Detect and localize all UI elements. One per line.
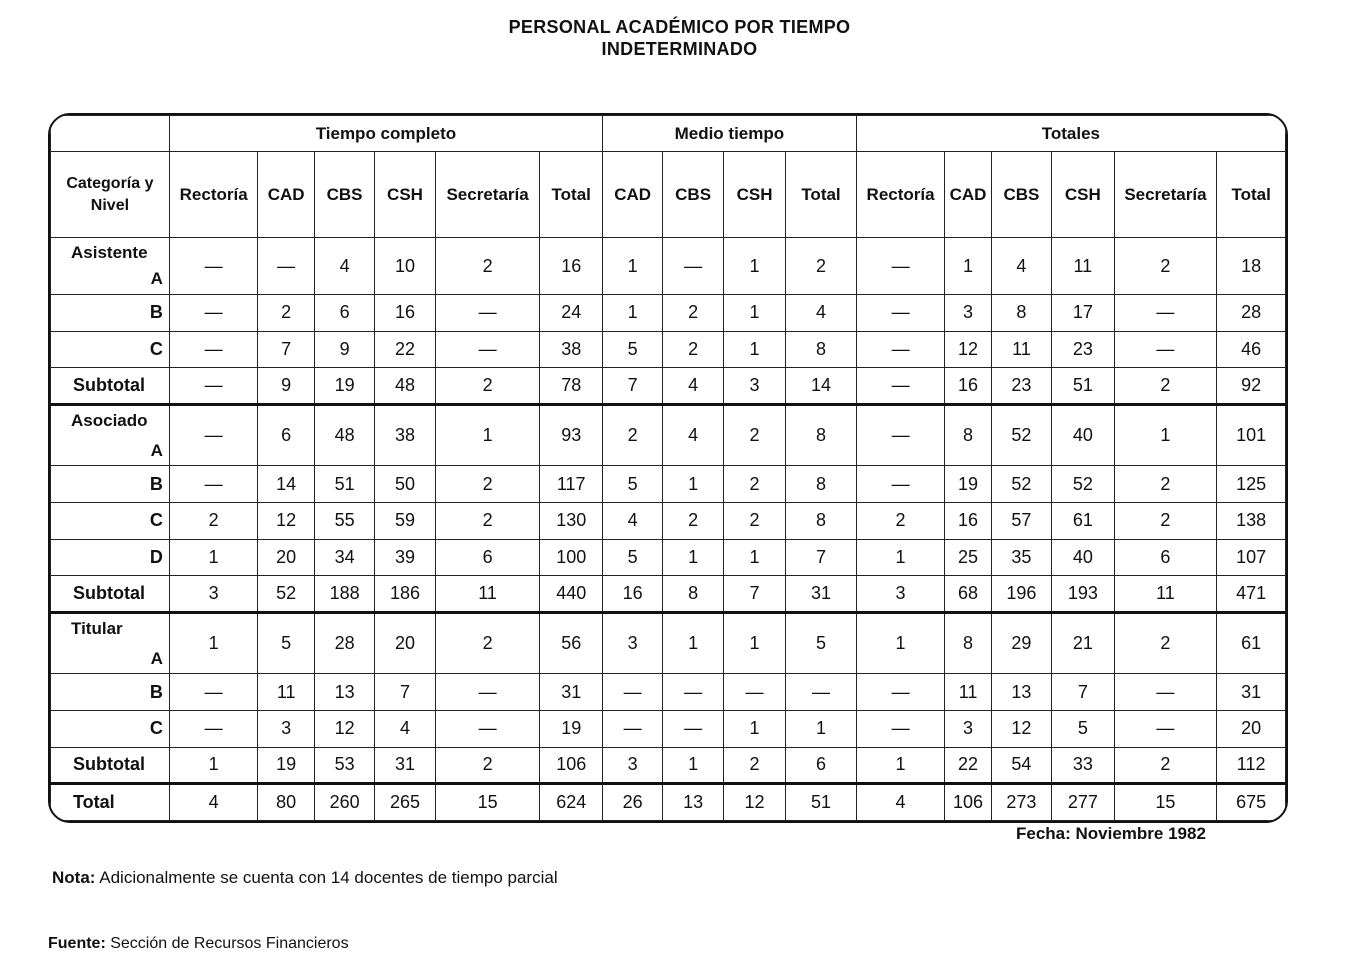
table-cell: 12 bbox=[314, 710, 374, 747]
table-cell: 34 bbox=[314, 539, 374, 576]
table-cell: — bbox=[856, 405, 945, 466]
table-cell: 33 bbox=[1052, 747, 1114, 784]
table-cell: 675 bbox=[1217, 784, 1286, 821]
table-cell: 8 bbox=[663, 576, 723, 613]
table-cell: 19 bbox=[258, 747, 314, 784]
table-cell: — bbox=[723, 674, 785, 711]
group-header-tiempo-completo: Tiempo completo bbox=[169, 116, 602, 152]
table-cell: 8 bbox=[786, 502, 857, 539]
table-cell: 19 bbox=[540, 710, 603, 747]
table-cell: 31 bbox=[1217, 674, 1286, 711]
table-cell: 2 bbox=[1114, 613, 1217, 674]
table-cell: 107 bbox=[1217, 539, 1286, 576]
category-level-header: Categoría y Nivel bbox=[51, 152, 170, 238]
table-cell: 16 bbox=[945, 502, 991, 539]
category-level-cell bbox=[51, 613, 170, 674]
table-cell: 11 bbox=[435, 576, 540, 613]
table-cell: 52 bbox=[1052, 466, 1114, 503]
group-header-medio-tiempo: Medio tiempo bbox=[602, 116, 856, 152]
table-cell: 51 bbox=[1052, 368, 1114, 405]
table-cell: 38 bbox=[375, 405, 435, 466]
table-cell: 2 bbox=[602, 405, 662, 466]
table-cell: 22 bbox=[375, 331, 435, 368]
table-cell: 193 bbox=[1052, 576, 1114, 613]
column-header-mt-cbs: CBS bbox=[663, 152, 723, 238]
table-cell: 2 bbox=[723, 747, 785, 784]
table-cell: 16 bbox=[602, 576, 662, 613]
table-cell: 2 bbox=[723, 502, 785, 539]
level-label: C bbox=[51, 502, 170, 539]
table-cell: — bbox=[169, 674, 258, 711]
table-cell: 92 bbox=[1217, 368, 1286, 405]
table-cell: 2 bbox=[169, 502, 258, 539]
subtotal-label: Subtotal bbox=[51, 368, 170, 405]
column-header-tot-cbs: CBS bbox=[991, 152, 1051, 238]
table-cell: — bbox=[435, 674, 540, 711]
table-cell: — bbox=[1114, 710, 1217, 747]
table-cell: 61 bbox=[1052, 502, 1114, 539]
column-header-tc-csh: CSH bbox=[375, 152, 435, 238]
table-cell: 15 bbox=[435, 784, 540, 821]
table-cell: 46 bbox=[1217, 331, 1286, 368]
table-cell: 1 bbox=[169, 613, 258, 674]
table-cell: 11 bbox=[258, 674, 314, 711]
table-cell: 4 bbox=[786, 295, 857, 332]
column-header-tc-rectora: Rectoría bbox=[169, 152, 258, 238]
table-cell: 19 bbox=[945, 466, 991, 503]
table-cell: 8 bbox=[786, 331, 857, 368]
category-level-cell bbox=[51, 238, 170, 295]
table-cell: 3 bbox=[945, 710, 991, 747]
table-cell: 7 bbox=[375, 674, 435, 711]
table-cell: 61 bbox=[1217, 613, 1286, 674]
table-cell: 12 bbox=[258, 502, 314, 539]
table-cell: 2 bbox=[663, 295, 723, 332]
table-row bbox=[51, 368, 1286, 405]
table-row bbox=[51, 405, 1286, 466]
table-cell: — bbox=[435, 331, 540, 368]
subtotal-label: Subtotal bbox=[51, 576, 170, 613]
table-cell: 5 bbox=[258, 613, 314, 674]
table-cell: 2 bbox=[435, 747, 540, 784]
category-name: Asociado bbox=[71, 410, 148, 430]
table-cell: 2 bbox=[856, 502, 945, 539]
table-cell: — bbox=[169, 331, 258, 368]
source bbox=[48, 935, 349, 953]
source-text: Sección de Recursos Financieros bbox=[110, 935, 349, 952]
table-cell: 6 bbox=[258, 405, 314, 466]
table-cell: 1 bbox=[786, 710, 857, 747]
table-cell: 7 bbox=[723, 576, 785, 613]
table-cell: — bbox=[856, 238, 945, 295]
table-cell: 4 bbox=[991, 238, 1051, 295]
table-cell: 19 bbox=[314, 368, 374, 405]
table-cell: — bbox=[258, 238, 314, 295]
table-cell: 53 bbox=[314, 747, 374, 784]
table-cell: 106 bbox=[945, 784, 991, 821]
table-cell: 11 bbox=[1052, 238, 1114, 295]
table-cell: 1 bbox=[856, 613, 945, 674]
total-label: Total bbox=[51, 784, 170, 821]
table-cell: 186 bbox=[375, 576, 435, 613]
table-cell: 1 bbox=[169, 539, 258, 576]
table-cell: 51 bbox=[786, 784, 857, 821]
table-cell: 2 bbox=[786, 238, 857, 295]
table-cell: 5 bbox=[786, 613, 857, 674]
table-cell: 2 bbox=[435, 466, 540, 503]
table-cell: 5 bbox=[602, 331, 662, 368]
table-cell: 20 bbox=[1217, 710, 1286, 747]
table-row bbox=[51, 710, 1286, 747]
table-cell: 28 bbox=[314, 613, 374, 674]
table-cell: 117 bbox=[540, 466, 603, 503]
table-cell: 2 bbox=[1114, 747, 1217, 784]
table-cell: 14 bbox=[786, 368, 857, 405]
table-cell: 16 bbox=[540, 238, 603, 295]
table-cell: 277 bbox=[1052, 784, 1114, 821]
level-label: B bbox=[51, 466, 170, 503]
table-cell: 3 bbox=[258, 710, 314, 747]
table-cell: 1 bbox=[723, 238, 785, 295]
table-cell: 2 bbox=[435, 502, 540, 539]
table-cell: 8 bbox=[945, 405, 991, 466]
table-row bbox=[51, 576, 1286, 613]
table-row bbox=[51, 331, 1286, 368]
table-cell: 50 bbox=[375, 466, 435, 503]
table-cell: 2 bbox=[663, 331, 723, 368]
table-cell: 57 bbox=[991, 502, 1051, 539]
table-cell: 624 bbox=[540, 784, 603, 821]
table-cell: 25 bbox=[945, 539, 991, 576]
table-row bbox=[51, 539, 1286, 576]
table-cell: 4 bbox=[375, 710, 435, 747]
table-cell: 7 bbox=[602, 368, 662, 405]
table-cell: 11 bbox=[1114, 576, 1217, 613]
table-cell: 52 bbox=[991, 405, 1051, 466]
table-cell: — bbox=[169, 405, 258, 466]
table-cell: 17 bbox=[1052, 295, 1114, 332]
table-cell: 9 bbox=[258, 368, 314, 405]
table-cell: 1 bbox=[663, 747, 723, 784]
table-cell: — bbox=[169, 238, 258, 295]
column-header-tot-total: Total bbox=[1217, 152, 1286, 238]
table-cell: — bbox=[663, 238, 723, 295]
column-header-tc-secretara: Secretaría bbox=[435, 152, 540, 238]
category-name: Asistente bbox=[71, 243, 148, 263]
table-cell: 6 bbox=[786, 747, 857, 784]
table-row bbox=[51, 784, 1286, 821]
table-cell: 11 bbox=[991, 331, 1051, 368]
table-cell: 100 bbox=[540, 539, 603, 576]
table-cell: 3 bbox=[723, 368, 785, 405]
table-cell: 196 bbox=[991, 576, 1051, 613]
source-label: Fuente: bbox=[48, 935, 106, 952]
column-header-tot-rectora: Rectoría bbox=[856, 152, 945, 238]
level-label: C bbox=[51, 710, 170, 747]
column-header-mt-csh: CSH bbox=[723, 152, 785, 238]
table-cell: 28 bbox=[1217, 295, 1286, 332]
column-header-tc-total: Total bbox=[540, 152, 603, 238]
table-cell: 2 bbox=[258, 295, 314, 332]
column-header-tot-cad: CAD bbox=[945, 152, 991, 238]
table-cell: 471 bbox=[1217, 576, 1286, 613]
table-cell: 4 bbox=[602, 502, 662, 539]
table-cell: 6 bbox=[314, 295, 374, 332]
table-cell: 13 bbox=[991, 674, 1051, 711]
table-cell: 29 bbox=[991, 613, 1051, 674]
table-cell: 31 bbox=[375, 747, 435, 784]
column-header-mt-cad: CAD bbox=[602, 152, 662, 238]
table-cell: 1 bbox=[723, 331, 785, 368]
table-cell: 8 bbox=[945, 613, 991, 674]
table-cell: 265 bbox=[375, 784, 435, 821]
level-label: B bbox=[51, 295, 170, 332]
table-cell: 4 bbox=[856, 784, 945, 821]
table-cell: 24 bbox=[540, 295, 603, 332]
table-cell: 7 bbox=[1052, 674, 1114, 711]
note bbox=[52, 868, 558, 888]
column-header-tc-cbs: CBS bbox=[314, 152, 374, 238]
table-cell: 23 bbox=[991, 368, 1051, 405]
table-cell: 260 bbox=[314, 784, 374, 821]
table-cell: 6 bbox=[1114, 539, 1217, 576]
table-cell: 31 bbox=[786, 576, 857, 613]
table-cell: 3 bbox=[169, 576, 258, 613]
table-cell: 80 bbox=[258, 784, 314, 821]
table-cell: 2 bbox=[723, 466, 785, 503]
table-cell: 16 bbox=[945, 368, 991, 405]
table-cell: 1 bbox=[723, 295, 785, 332]
table-cell: — bbox=[435, 295, 540, 332]
table-cell: 3 bbox=[856, 576, 945, 613]
table-cell: 35 bbox=[991, 539, 1051, 576]
column-header-tc-cad: CAD bbox=[258, 152, 314, 238]
table-row bbox=[51, 238, 1286, 295]
table-cell: 130 bbox=[540, 502, 603, 539]
table-cell: — bbox=[169, 295, 258, 332]
level-label: A bbox=[150, 440, 163, 460]
table-cell: 440 bbox=[540, 576, 603, 613]
table-cell: 59 bbox=[375, 502, 435, 539]
table-cell: 4 bbox=[169, 784, 258, 821]
table-cell: — bbox=[1114, 295, 1217, 332]
table-cell: — bbox=[435, 710, 540, 747]
table-cell: 18 bbox=[1217, 238, 1286, 295]
table-row bbox=[51, 613, 1286, 674]
table-row bbox=[51, 674, 1286, 711]
table-cell: — bbox=[786, 674, 857, 711]
table-cell: 22 bbox=[945, 747, 991, 784]
table-cell: 1 bbox=[945, 238, 991, 295]
table-cell: 40 bbox=[1052, 539, 1114, 576]
table-cell: 93 bbox=[540, 405, 603, 466]
table-cell: — bbox=[856, 710, 945, 747]
table-cell: 4 bbox=[314, 238, 374, 295]
table-cell: 3 bbox=[602, 747, 662, 784]
table-cell: 1 bbox=[435, 405, 540, 466]
table-cell: — bbox=[856, 331, 945, 368]
table-cell: 2 bbox=[435, 613, 540, 674]
table-cell: 55 bbox=[314, 502, 374, 539]
table-cell: 101 bbox=[1217, 405, 1286, 466]
table-cell: 2 bbox=[723, 405, 785, 466]
level-label: B bbox=[51, 674, 170, 711]
table-cell: 78 bbox=[540, 368, 603, 405]
table-cell: 38 bbox=[540, 331, 603, 368]
table-cell: 11 bbox=[945, 674, 991, 711]
data-table-container bbox=[48, 113, 1288, 823]
table-cell: 23 bbox=[1052, 331, 1114, 368]
corner-cell bbox=[51, 116, 170, 152]
table-cell: 39 bbox=[375, 539, 435, 576]
table-cell: 4 bbox=[663, 368, 723, 405]
note-label: Nota: bbox=[52, 868, 96, 887]
table-cell: — bbox=[856, 295, 945, 332]
table-cell: 1 bbox=[723, 613, 785, 674]
table-cell: 112 bbox=[1217, 747, 1286, 784]
table-cell: 12 bbox=[991, 710, 1051, 747]
subtotal-label: Subtotal bbox=[51, 747, 170, 784]
note-text: Adicionalmente se cuenta con 14 docentes de tiempo parcial bbox=[99, 868, 558, 887]
table-cell: 1 bbox=[602, 238, 662, 295]
table-row bbox=[51, 466, 1286, 503]
table-cell: — bbox=[856, 674, 945, 711]
table-cell: 8 bbox=[786, 466, 857, 503]
table-cell: 106 bbox=[540, 747, 603, 784]
table-cell: — bbox=[1114, 674, 1217, 711]
table-cell: 1 bbox=[169, 747, 258, 784]
table-cell: 54 bbox=[991, 747, 1051, 784]
table-cell: 26 bbox=[602, 784, 662, 821]
table-cell: 1 bbox=[1114, 405, 1217, 466]
table-cell: 51 bbox=[314, 466, 374, 503]
page-subtitle: INDETERMINADO bbox=[601, 39, 758, 59]
table-cell: 21 bbox=[1052, 613, 1114, 674]
table-cell: 48 bbox=[314, 405, 374, 466]
table-cell: 273 bbox=[991, 784, 1051, 821]
table-cell: — bbox=[602, 710, 662, 747]
table-cell: 1 bbox=[663, 613, 723, 674]
level-label: D bbox=[51, 539, 170, 576]
table-cell: 68 bbox=[945, 576, 991, 613]
table-cell: 6 bbox=[435, 539, 540, 576]
table-cell: 8 bbox=[786, 405, 857, 466]
table-cell: 20 bbox=[375, 613, 435, 674]
table-cell: 15 bbox=[1114, 784, 1217, 821]
group-header-totales: Totales bbox=[856, 116, 1285, 152]
column-header-tot-secretara: Secretaría bbox=[1114, 152, 1217, 238]
table-cell: 5 bbox=[602, 539, 662, 576]
table-cell: 2 bbox=[1114, 502, 1217, 539]
table-row bbox=[51, 502, 1286, 539]
table-cell: 1 bbox=[856, 747, 945, 784]
category-name: Titular bbox=[71, 618, 123, 638]
table-cell: 2 bbox=[1114, 466, 1217, 503]
table-cell: 2 bbox=[435, 368, 540, 405]
table-body bbox=[51, 238, 1286, 821]
table-cell: 1 bbox=[723, 710, 785, 747]
table-cell: 52 bbox=[991, 466, 1051, 503]
table-cell: — bbox=[1114, 331, 1217, 368]
table-cell: — bbox=[856, 368, 945, 405]
table-cell: — bbox=[169, 368, 258, 405]
table-cell: 1 bbox=[602, 295, 662, 332]
table-cell: 2 bbox=[1114, 238, 1217, 295]
table-cell: — bbox=[856, 466, 945, 503]
table-cell: 8 bbox=[991, 295, 1051, 332]
table-cell: 5 bbox=[602, 466, 662, 503]
table-cell: — bbox=[602, 674, 662, 711]
table-cell: 3 bbox=[945, 295, 991, 332]
page-title: PERSONAL ACADÉMICO POR TIEMPO bbox=[508, 17, 851, 37]
table-cell: 1 bbox=[663, 466, 723, 503]
table-cell: — bbox=[663, 710, 723, 747]
table-cell: 9 bbox=[314, 331, 374, 368]
table-cell: 2 bbox=[435, 238, 540, 295]
table-cell: 7 bbox=[258, 331, 314, 368]
level-label: A bbox=[150, 269, 163, 289]
table-cell: 12 bbox=[945, 331, 991, 368]
table-cell: 4 bbox=[663, 405, 723, 466]
table-cell: — bbox=[663, 674, 723, 711]
table-cell: 16 bbox=[375, 295, 435, 332]
table-row bbox=[51, 747, 1286, 784]
date-note: Fecha: Noviembre 1982 bbox=[1016, 824, 1206, 843]
level-label: A bbox=[150, 648, 163, 668]
table-cell: 125 bbox=[1217, 466, 1286, 503]
table-cell: 40 bbox=[1052, 405, 1114, 466]
table-cell: 2 bbox=[663, 502, 723, 539]
table-cell: 138 bbox=[1217, 502, 1286, 539]
table-cell: 10 bbox=[375, 238, 435, 295]
table-cell: 1 bbox=[723, 539, 785, 576]
table-cell: 31 bbox=[540, 674, 603, 711]
table-cell: 13 bbox=[314, 674, 374, 711]
table-cell: 3 bbox=[602, 613, 662, 674]
table-cell: 5 bbox=[1052, 710, 1114, 747]
table-cell: — bbox=[169, 710, 258, 747]
table-cell: 12 bbox=[723, 784, 785, 821]
table-cell: — bbox=[169, 466, 258, 503]
table-cell: 13 bbox=[663, 784, 723, 821]
table-cell: 2 bbox=[1114, 368, 1217, 405]
table-cell: 56 bbox=[540, 613, 603, 674]
table-cell: 20 bbox=[258, 539, 314, 576]
table-cell: 14 bbox=[258, 466, 314, 503]
table-cell: 1 bbox=[856, 539, 945, 576]
category-level-cell bbox=[51, 405, 170, 466]
table-cell: 1 bbox=[663, 539, 723, 576]
data-table bbox=[50, 115, 1286, 821]
table-row bbox=[51, 295, 1286, 332]
table-cell: 48 bbox=[375, 368, 435, 405]
table-cell: 188 bbox=[314, 576, 374, 613]
column-header-mt-total: Total bbox=[786, 152, 857, 238]
table-cell: 52 bbox=[258, 576, 314, 613]
table-cell: 7 bbox=[786, 539, 857, 576]
level-label: C bbox=[51, 331, 170, 368]
column-header-tot-csh: CSH bbox=[1052, 152, 1114, 238]
